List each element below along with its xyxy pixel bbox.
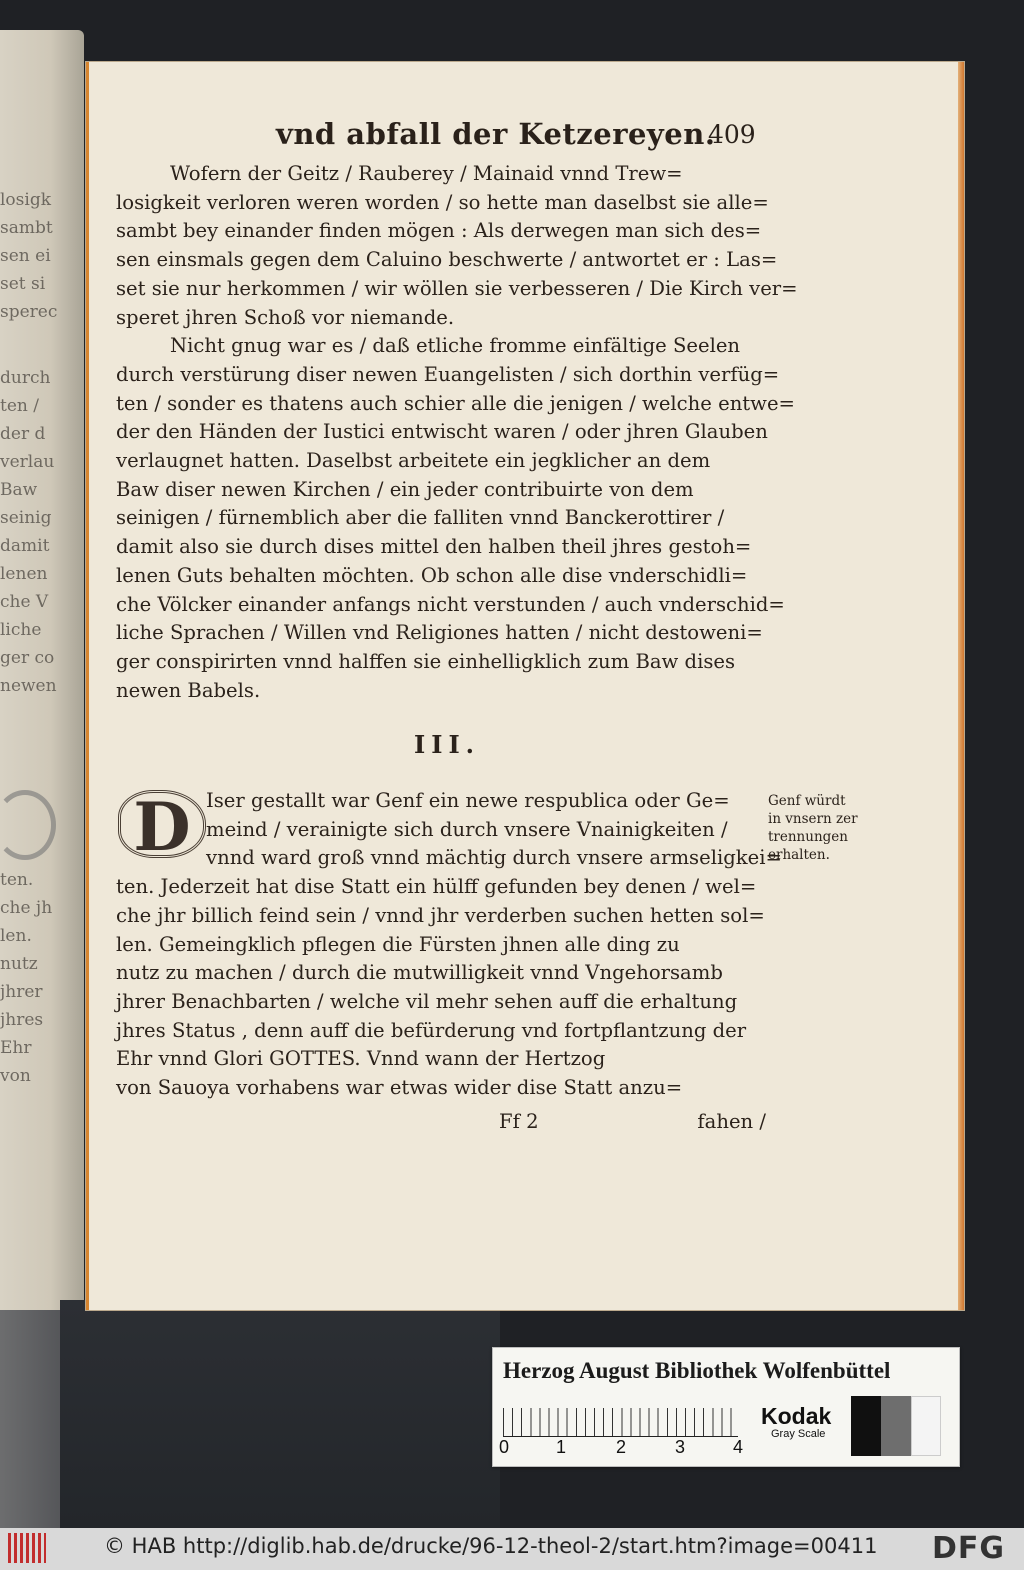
- text-line: von Sauoya vorhabens war etwas wider dise Statt anzu=: [116, 1076, 683, 1100]
- left-page-text-fragment: losigk: [0, 190, 52, 210]
- measurement-ruler: [503, 1408, 738, 1437]
- left-page-text-fragment: che V: [0, 592, 49, 612]
- ruler-label: 3: [675, 1437, 686, 1457]
- left-page-text-fragment: verlau: [0, 452, 55, 472]
- text-line: len. Gemeingklich pflegen die Fürsten jhnen alle ding zu: [116, 932, 680, 956]
- running-head: vnd abfall der Ketzereyen.: [276, 117, 716, 151]
- ruler-label: 0: [499, 1437, 510, 1457]
- left-page-text-fragment: Ehr: [0, 1038, 32, 1058]
- ruler-labels: [499, 1437, 759, 1459]
- text-line: vnnd ward groß vnnd mächtig durch vnsere armseligkei=: [206, 846, 782, 870]
- left-page-text-fragment: che jh: [0, 898, 53, 918]
- left-page-text-fragment: der d: [0, 424, 46, 444]
- page-footer-line: [116, 1110, 766, 1140]
- text-line: che jhr billich feind sein / vnnd jhr verderben suchen hetten sol=: [116, 903, 765, 927]
- left-page-text-fragment: newen: [0, 676, 57, 696]
- marginal-note-line: in vnsern zer: [768, 811, 858, 827]
- dfg-logo: DFG: [932, 1531, 1006, 1566]
- left-page-text-fragment: Baw: [0, 480, 38, 500]
- text-line: damit also sie durch dises mittel den halben theil jhres gestoh=: [116, 535, 752, 559]
- text-line: che Völcker einander anfangs nicht verstunden / auch vnderschid=: [116, 592, 785, 616]
- text-line: jhres Status , denn auff die befürderung vnd fortpflantzung der: [116, 1018, 747, 1042]
- text-block-top: [116, 160, 798, 705]
- gray-patch-mid: [881, 1396, 911, 1456]
- text-line: Baw diser newen Kirchen / ein jeder contribuirte von dem: [116, 477, 694, 501]
- left-page-text-fragment: ger co: [0, 648, 55, 668]
- hab-logo-icon: [8, 1533, 46, 1563]
- text-line: der den Händen der Iustici entwischt waren / oder jhren Glauben: [116, 420, 768, 444]
- text-block-bottom: [116, 787, 782, 1103]
- left-page-ornament: [0, 790, 56, 860]
- text-line: Wofern der Geitz / Rauberey / Mainaid vnnd Trew=: [170, 162, 683, 185]
- text-line: ger conspirirten vnnd halffen sie einhelligklich zum Baw dises: [116, 649, 736, 673]
- left-page-text-fragment: seinig: [0, 508, 52, 528]
- copyright-link[interactable]: © HAB http://diglib.hab.de/drucke/96-12-theol-2/start.htm?image=00411: [104, 1534, 878, 1558]
- text-line: sen einsmals gegen dem Caluino beschwerte / antwortet er : Las=: [116, 248, 778, 272]
- color-scale-card: [492, 1347, 960, 1467]
- left-page-text-fragment: sen ei: [0, 246, 51, 266]
- gray-patch-black: [851, 1396, 881, 1456]
- kodak-logo: Kodak: [761, 1403, 832, 1429]
- left-page-text-fragment: lenen: [0, 564, 48, 584]
- text-line: set sie nur herkommen / wir wöllen sie verbesseren / Die Kirch ver=: [116, 276, 798, 300]
- ruler-label: 4: [733, 1437, 744, 1457]
- text-line: meind / verainigte sich durch vnsere Vnainigkeiten /: [206, 817, 728, 841]
- left-page-text-fragment: sambt: [0, 218, 53, 238]
- left-page-text-fragment: jhres: [0, 1010, 44, 1030]
- text-line: Nicht gnug war es / daß etliche fromme einfältige Seelen: [170, 334, 741, 358]
- text-line: speret jhren Schoß vor niemande.: [116, 305, 455, 329]
- ornamental-drop-cap: D: [118, 790, 206, 858]
- marginal-note-line: trennungen: [768, 829, 848, 845]
- left-page-text-fragment: ten /: [0, 396, 39, 416]
- ruler-label: 2: [616, 1437, 627, 1457]
- text-line: losigkeit verloren weren worden / so hette man daselbst sie alle=: [116, 190, 769, 214]
- text-line: Iser gestallt war Genf ein newe respublica oder Ge=: [206, 789, 730, 812]
- text-line: ten / sonder es thatens auch schier alle die jenigen / welche entwe=: [116, 391, 795, 415]
- left-page-text-fragment: len.: [0, 926, 32, 946]
- text-line: liche Sprachen / Willen vnd Religiones hatten / nicht destoweni=: [116, 621, 763, 645]
- text-line: durch verstürung diser newen Euangelisten / sich dorthin verfüg=: [116, 362, 780, 386]
- left-page-text-fragment: liche: [0, 620, 42, 640]
- marginal-note-line: Genf würdt: [768, 793, 846, 809]
- text-line: Ehr vnnd Glori GOTTES. Vnnd wann der Hertzog: [116, 1047, 606, 1071]
- text-line: ten. Jederzeit hat dise Statt ein hülff gefunden bey denen / wel=: [116, 875, 757, 899]
- text-line: jhrer Benachbarten / welche vil mehr sehen auff die erhaltung: [116, 989, 738, 1013]
- background-strip: [60, 1300, 500, 1530]
- section-number: III.: [414, 730, 481, 759]
- left-page-text-fragment: nutz: [0, 954, 38, 974]
- library-name: Herzog August Bibliothek Wolfenbüttel: [503, 1358, 891, 1383]
- footer-bar: [0, 1528, 1024, 1570]
- ruler-label: 1: [556, 1437, 567, 1457]
- left-page-text-fragment: von: [0, 1066, 31, 1086]
- text-line: nutz zu machen / durch die mutwilligkeit vnnd Vngehorsamb: [116, 961, 723, 985]
- text-line: newen Babels.: [116, 678, 261, 702]
- text-line: seinigen / fürnemblich aber die falliten vnnd Banckerottirer /: [116, 506, 725, 530]
- book-page: [86, 62, 964, 1310]
- signature-mark: Ff 2: [499, 1110, 539, 1133]
- marginal-note-line: erhalten.: [768, 847, 830, 863]
- marginal-note: [768, 792, 878, 864]
- previous-page-fragment: [0, 30, 84, 1310]
- kodak-subtitle: Gray Scale: [771, 1428, 826, 1440]
- gray-patch-white: [911, 1396, 941, 1456]
- left-page-text-fragment: durch: [0, 368, 51, 388]
- left-page-text-fragment: damit: [0, 536, 50, 556]
- text-line: verlaugnet hatten. Daselbst arbeitete ein jegklicher an dem: [116, 449, 711, 473]
- left-page-text-fragment: sperec: [0, 302, 58, 322]
- catchword: fahen /: [697, 1110, 766, 1133]
- text-line: lenen Guts behalten möchten. Ob schon alle dise vnderschidli=: [116, 563, 748, 587]
- page-number: 409: [708, 120, 756, 149]
- left-page-text-fragment: jhrer: [0, 982, 43, 1002]
- text-line: sambt bey einander finden mögen : Als derwegen man sich des=: [116, 219, 762, 243]
- left-page-text-fragment: ten.: [0, 870, 34, 890]
- left-page-text-fragment: set si: [0, 274, 46, 294]
